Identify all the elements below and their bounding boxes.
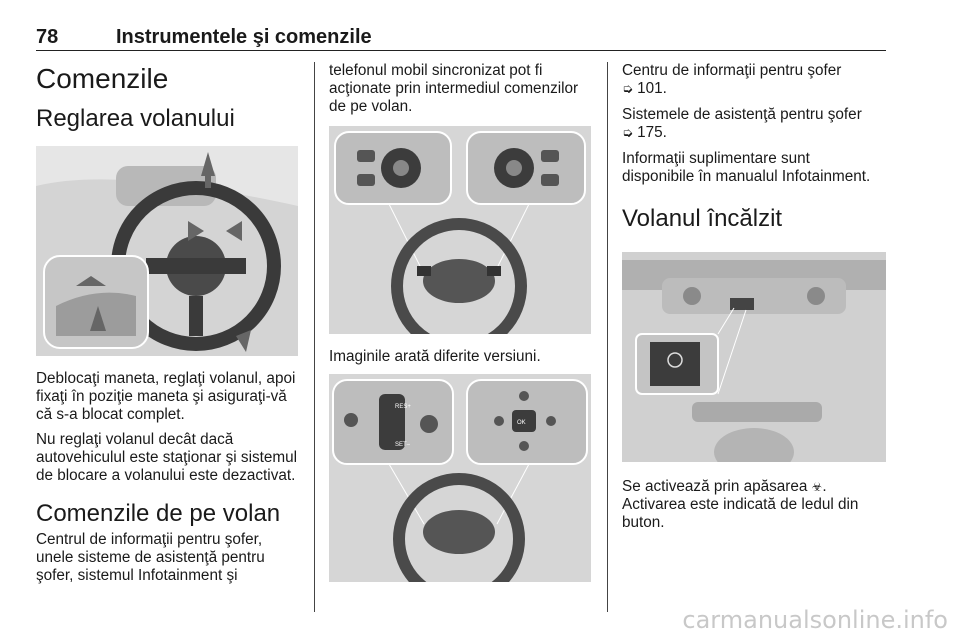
text-activate: Se activează prin apăsarea (622, 478, 812, 495)
chapter-title: Instrumentele şi comenzile (116, 26, 372, 48)
header-rule (36, 50, 886, 51)
paragraph-controls-intro: Centrul de informaţii pentru şofer, unele sisteme de asistenţă pentru şofer, sistemul Infotainment şi (36, 531, 265, 584)
text-dic: Centru de informaţii pentru şofer (622, 62, 842, 79)
column-1 (36, 62, 298, 592)
paragraph-adjust-warning: Nu reglaţi volanul decât dacă autovehiculul este staţionar şi sistemul de blocare a volanului este dezactivat. (36, 431, 298, 484)
paragraph-dic-ref (622, 62, 886, 99)
section-heading-steering-adjust: Reglarea volanului (36, 105, 235, 132)
label-set: SET– (395, 442, 411, 448)
page-ref-175[interactable]: 175. (637, 124, 667, 141)
section-heading-heated-wheel: Volanul încălzit (622, 205, 783, 232)
section-heading-steering-controls: Comenzile de pe volan (36, 500, 281, 527)
steering-controls-image-1 (329, 126, 591, 334)
label-res: RES+ (395, 404, 411, 410)
paragraph-unlock-lever: Deblocaţi maneta, reglaţi volanul, apoi fixaţi în poziţie maneta şi asiguraţi-vă că s-a blocat complet. (36, 370, 296, 423)
column-divider-2 (607, 62, 608, 612)
cross-reference-icon: ➭ (622, 82, 633, 97)
paragraph-led: Activarea este indicată de ledul din buton. (622, 496, 859, 531)
page-ref-101[interactable]: 101. (637, 80, 667, 97)
steering-adjust-image (36, 146, 298, 356)
column-3 (622, 62, 886, 539)
heated-wheel-button-image (622, 252, 886, 462)
text-assist: Sistemele de asistenţă pentru şofer (622, 106, 862, 123)
cross-reference-icon: ➭ (622, 126, 633, 141)
column-2 (329, 62, 591, 582)
heated-steering-wheel-icon: ☣ (811, 480, 823, 494)
image-caption: Imaginile arată diferite versiuni. (329, 348, 541, 365)
paragraph-controls-cont: telefonul mobil sincronizat pot fi acţionate prin intermediul comenzilor de pe volan. (329, 62, 579, 115)
page-title: Comenzile (36, 63, 169, 94)
paragraph-more-info: Informaţii suplimentare sunt disponibile în manualul Infotainment. (622, 150, 871, 185)
steering-controls-image-2 (329, 374, 591, 582)
label-ok: OK (517, 420, 526, 426)
page-number: 78 (36, 26, 59, 48)
paragraph-activate: Se activează prin apăsarea ☣. (622, 478, 827, 495)
paragraph-assist-ref (622, 106, 886, 143)
column-divider-1 (314, 62, 315, 612)
watermark: carmanualsonline.info (682, 606, 948, 634)
